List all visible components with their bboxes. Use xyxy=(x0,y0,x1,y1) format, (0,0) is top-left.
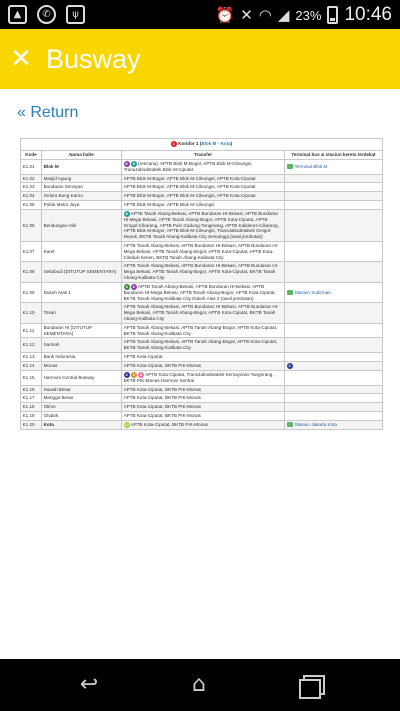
corridor-badge[interactable]: 2 xyxy=(288,362,291,368)
app-bar xyxy=(0,29,400,89)
corridor-badge: 1 xyxy=(172,141,175,147)
webview-content[interactable] xyxy=(0,89,400,659)
cell-kode: K1.04 xyxy=(21,192,42,201)
cell-transfer xyxy=(122,201,285,210)
corridor-badge[interactable]: 12 xyxy=(124,421,129,427)
cell-terminal xyxy=(285,394,383,403)
whatsapp-notification-icon: ✆ xyxy=(37,5,56,24)
caption-suffix: ) xyxy=(230,141,233,147)
signal-icon: ◢ xyxy=(277,6,290,24)
train-station-icon xyxy=(287,422,293,427)
cell-terminal xyxy=(285,201,383,210)
table-row xyxy=(21,385,383,394)
table-caption xyxy=(21,139,383,151)
cell-kode: K1.14 xyxy=(21,361,42,370)
transfer-text: APTB Blok M-Bogor, APTB Blok M-Cileungsi, APTB Kota-Ciputat xyxy=(123,193,256,199)
table-row xyxy=(21,394,383,403)
cell-kode: K1.15 xyxy=(21,370,42,385)
cell-halte[interactable]: Mangga Besar xyxy=(42,394,122,403)
table-row xyxy=(21,174,383,183)
table-row xyxy=(21,282,383,303)
cell-kode: K1.01 xyxy=(21,159,42,174)
cell-transfer xyxy=(122,209,285,241)
cell-transfer xyxy=(122,385,285,394)
table-row xyxy=(21,420,383,429)
terminal-link[interactable]: Stasiun Sudirman xyxy=(294,289,331,295)
cell-halte[interactable]: Monas xyxy=(42,361,122,370)
terminal-link[interactable]: Stasiun Jakarta Kota xyxy=(294,421,337,427)
cell-terminal xyxy=(285,385,383,394)
wifi-icon: ◠ xyxy=(258,6,272,24)
transfer-text: APTB Kota-Ciputat, BKTB PIK-Monas xyxy=(123,412,201,418)
train-station-icon xyxy=(287,290,293,295)
table-row xyxy=(21,370,383,385)
cell-terminal xyxy=(285,159,383,174)
cell-transfer xyxy=(122,323,285,338)
table-row xyxy=(21,338,383,353)
cell-terminal xyxy=(285,192,383,201)
cell-halte[interactable]: Kota xyxy=(42,420,122,429)
cell-terminal xyxy=(285,262,383,282)
cell-kode: K1.05 xyxy=(21,201,42,210)
table-body xyxy=(21,159,383,429)
transfer-note: (awal jembatan) xyxy=(230,234,263,240)
return-link[interactable]: « Return xyxy=(17,104,79,121)
cell-halte[interactable]: Bendungan Hilir xyxy=(42,209,122,241)
cell-terminal xyxy=(285,352,383,361)
corridor-badge[interactable]: 8 xyxy=(140,371,143,377)
cell-transfer xyxy=(122,192,285,201)
cell-terminal xyxy=(285,303,383,323)
table-row xyxy=(21,411,383,420)
transfer-text: APTB Blok M-Bogor, APTB Blok M-Cileungsi, APTB Kota-Ciputat xyxy=(123,184,256,190)
cell-kode: K1.19 xyxy=(21,411,42,420)
cell-terminal xyxy=(285,174,383,183)
home-icon[interactable]: ⌂ xyxy=(192,672,206,697)
corridor-badge[interactable]: 9 xyxy=(125,210,128,216)
app-title: Busway xyxy=(46,43,141,74)
route-table xyxy=(20,138,383,430)
transfer-text: APTB Kota-Ciputat, BKTB PIK-Monas xyxy=(130,422,208,427)
cell-kode: K1.08 xyxy=(21,262,42,282)
transfer-text: APTB Tanah Abang-Bekasi, APTB Tanah Abang-Bogor, APTB Kota-Ciputat, BKTB Tanah Abang-Kalibata City xyxy=(123,324,278,336)
cell-halte[interactable]: Gelora Bung Karno xyxy=(42,192,122,201)
transfer-text: APTB Kota-Ciputat, BKTB PIK-Monas xyxy=(123,362,201,368)
transfer-text: APTB Tanah Abang-Bekasi, APTB Bundaran HI-Bekasi, APTB Bundaran HI-Mega Bekasi, APTB Tanah Abang-Bogor, APTB Kota-Ciputat, APTB Kota-Cileduk-Senen, BKTB Tanah Abang-Kalibata City xyxy=(123,243,279,260)
cell-terminal xyxy=(285,338,383,353)
table-row xyxy=(21,242,383,262)
terminal-link[interactable]: Terminal Blok M xyxy=(294,163,328,169)
corridor-badge[interactable]: 2 xyxy=(125,371,128,377)
transfer-text: APTB Kota-Ciputat, BKTB PIK-Monas xyxy=(123,404,201,410)
corridor-badge[interactable]: 9 xyxy=(132,160,135,166)
cell-halte[interactable]: Tosari xyxy=(42,303,122,323)
cell-kode: K1.02 xyxy=(21,174,42,183)
cell-halte[interactable]: Dukuh Atas 1 xyxy=(42,282,122,303)
transfer-text: APTB Kota-Ciputat, TransJabodetabek Kemayoran-Tangerang, BKTB PIK-Monas Harmoni Sentral xyxy=(123,372,274,383)
status-bar xyxy=(0,0,400,29)
table-row xyxy=(21,183,383,192)
cell-transfer xyxy=(122,262,285,282)
cell-halte[interactable]: Masjid Agung xyxy=(42,174,122,183)
transfer-text: APTB Kota-Ciputat, BKTB PIK-Monas xyxy=(123,386,201,392)
transfer-text: APTB Tanah Abang-Bekasi, APTB Bundaran HI-Bekasi, APTB Bundaran HI-Mega Bekasi, APTB Tanah Abang-Bogor, APTB Kota-Ciputat, BKTB Tanah Abang-Kalibata City xyxy=(123,263,279,280)
cell-kode: K1.20 xyxy=(21,420,42,429)
col-header-transfer: Transfer xyxy=(122,151,285,160)
corridor-badge[interactable]: 6 xyxy=(132,283,135,289)
cell-kode: K1.17 xyxy=(21,394,42,403)
col-header-kode: Kode xyxy=(21,151,42,160)
cell-halte[interactable]: Bank Indonesia xyxy=(42,352,122,361)
transfer-text: APTB Tanah Abang-Bekasi, APTB Bundaran HI-Bekasi, APTB Bundaran HI-Mega Bekasi, APTB Tanah Abang-Bogor, APTB Kota-Ciputat, APTB Grogol-Cikarang, APTB Pulo Gadung-Tangerang, APTB Kalideres-Cikarang, APTB Blok M-Bogor, APTB Blok M-Cileungsi, TransJabodetabek Grogol-Depok, BKTB Tanah Abang-Kalibata City Semanggi xyxy=(123,211,279,240)
cell-terminal xyxy=(285,370,383,385)
cell-transfer xyxy=(122,159,285,174)
cell-transfer xyxy=(122,338,285,353)
clock: 10:46 xyxy=(344,4,392,25)
cell-halte[interactable]: Bundaran Senayan xyxy=(42,183,122,192)
cell-terminal xyxy=(285,209,383,241)
table-row xyxy=(21,201,383,210)
cell-transfer xyxy=(122,242,285,262)
cell-kode: K1.11 xyxy=(21,323,42,338)
transfer-text: APTB Tanah Abang-Bekasi, APTB Tanah Abang-Bogor, APTB Kota-Ciputat, BKTB Tanah Abang-Kalibata City xyxy=(123,339,278,351)
cell-terminal xyxy=(285,242,383,262)
cell-terminal xyxy=(285,361,383,370)
cell-kode: K1.10 xyxy=(21,303,42,323)
transfer-note: (awal jembatan) xyxy=(220,295,254,301)
cell-halte[interactable]: Sarinah xyxy=(42,338,122,353)
battery-icon xyxy=(327,6,338,24)
corridor-badge[interactable]: 3 xyxy=(132,371,135,377)
cell-halte[interactable]: Bundaran HI (DITUTUP SEMENTARA) xyxy=(42,323,122,338)
cell-terminal xyxy=(285,403,383,412)
recent-apps-icon[interactable] xyxy=(299,675,323,695)
cell-kode: K1.07 xyxy=(21,242,42,262)
transfer-text: APTB Kota-Ciputat, BKTB PIK-Monas xyxy=(123,395,201,401)
close-x-icon[interactable]: ✕ xyxy=(10,44,32,74)
cell-transfer xyxy=(122,282,285,303)
cell-transfer xyxy=(122,394,285,403)
table-row xyxy=(21,159,383,174)
cell-halte[interactable]: Olimo xyxy=(42,403,122,412)
table-row xyxy=(21,352,383,361)
cell-halte[interactable]: Sawah Besar xyxy=(42,385,122,394)
cell-kode: K1.09 xyxy=(21,282,42,303)
transfer-text: APTB Tanah Abang-Bekasi, APTB Bundaran HI-Bekasi, APTB Bundaran HI-Mega Bekasi, APTB Tanah Abang-Bogor, APTB Kota-Ciputat, BKTB Tanah Abang-Kalibata City xyxy=(123,304,279,321)
usb-notification-icon: ψ xyxy=(66,5,85,24)
cell-halte[interactable]: Glodok xyxy=(42,411,122,420)
mute-icon: ✕ xyxy=(240,6,253,24)
cell-kode: K1.06 xyxy=(21,209,42,241)
table-row xyxy=(21,403,383,412)
cell-kode: K1.12 xyxy=(21,338,42,353)
col-header-terminal: Terminal bus & stasiun kereta terdekat xyxy=(285,151,383,160)
transfer-text: APTB Tanah Abang-Bekasi, APTB Bundaran HI-Bekasi, APTB Bundaran HI-Mega Bekasi, APTB Tanah Abang-Bogor, APTB Kota-Ciputat, BKTB Tanah Abang-Kalibata City Dukuh Atas 2 xyxy=(123,284,276,301)
caption-prefix: Koridor 1 ( xyxy=(178,141,202,147)
cell-transfer xyxy=(122,303,285,323)
cell-transfer xyxy=(122,183,285,192)
back-icon[interactable]: ↩ xyxy=(79,672,99,697)
table-row xyxy=(21,303,383,323)
transfer-text: APTB Blok M-Bogor, APTB Blok M-Cileungsi xyxy=(123,202,215,207)
cell-transfer xyxy=(122,174,285,183)
table-row xyxy=(21,323,383,338)
battery-percent: 23% xyxy=(295,7,322,23)
table-row xyxy=(21,262,383,282)
train-station-icon xyxy=(287,164,293,169)
table-row xyxy=(21,361,383,370)
cell-halte[interactable]: Harmoni Central Busway xyxy=(42,370,122,385)
gallery-notification-icon: ▲ xyxy=(8,5,27,24)
table-header-row xyxy=(21,151,383,160)
cell-terminal xyxy=(285,282,383,303)
cell-transfer xyxy=(122,352,285,361)
cell-kode: K1.13 xyxy=(21,352,42,361)
cell-transfer xyxy=(122,361,285,370)
cell-transfer xyxy=(122,403,285,412)
alarm-icon: ⏰ xyxy=(215,6,235,24)
cell-terminal xyxy=(285,411,383,420)
cell-kode: K1.18 xyxy=(21,403,42,412)
corridor-badge[interactable]: 4 xyxy=(125,283,128,289)
cell-transfer xyxy=(122,420,285,429)
cell-transfer xyxy=(122,370,285,385)
cell-terminal xyxy=(285,183,383,192)
table-row xyxy=(21,209,383,241)
table-row xyxy=(21,192,383,201)
transfer-text: APTB Kota-Ciputat xyxy=(123,353,163,359)
transfer-text: (rencana), APTB Blok M-Bogor, APTB Blok M-Cileungsi, TransJabodetabek Blok M-Ciputat xyxy=(123,161,253,172)
cell-terminal xyxy=(285,323,383,338)
cell-halte[interactable]: Polda Metro Jaya xyxy=(42,201,122,210)
col-header-halte: Nama halte xyxy=(42,151,122,160)
cell-halte[interactable]: Setiabudi (DITUTUP SEMENTARA) xyxy=(42,262,122,282)
cell-terminal xyxy=(285,420,383,429)
cell-transfer xyxy=(122,411,285,420)
caption-route-link[interactable]: Blok M - Kota xyxy=(201,141,231,147)
cell-kode: K1.03 xyxy=(21,183,42,192)
cell-halte[interactable]: Karet xyxy=(42,242,122,262)
cell-kode: K1.16 xyxy=(21,385,42,394)
navigation-bar xyxy=(0,659,400,711)
cell-halte[interactable]: Blok M xyxy=(42,159,122,174)
corridor-badge[interactable]: 6 xyxy=(125,160,128,166)
transfer-text: APTB Blok M-Bogor, APTB Blok M-Cileungsi, APTB Kota-Ciputat xyxy=(123,175,256,181)
